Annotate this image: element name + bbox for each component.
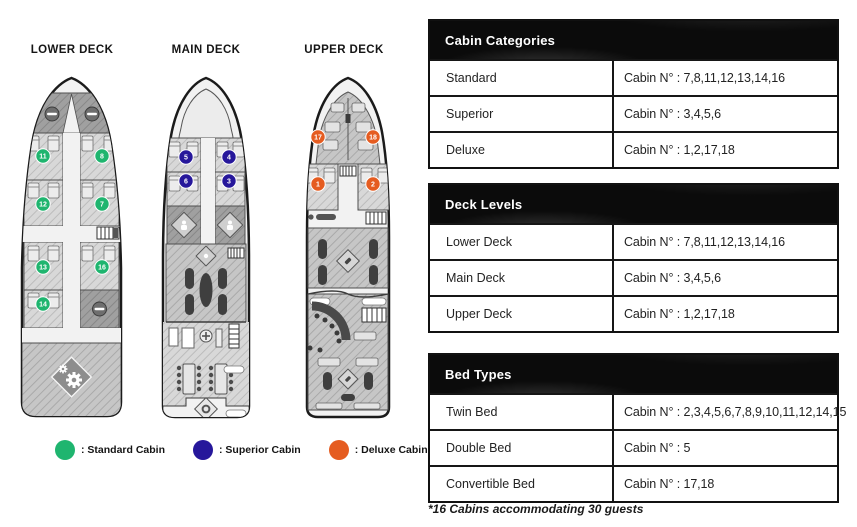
table-title: Cabin Categories [445,32,556,48]
legend-label: : Standard Cabin [81,444,166,456]
table-row [430,95,837,131]
stairs-icon [229,324,239,348]
table-row [430,429,837,465]
cabin-numbers-cell: Cabin N° : 7,8,11,12,13,14,16 [624,71,786,85]
deluxe-cabin-dot-icon [329,440,349,460]
cabin-number: 6 [184,178,188,186]
legend-item [55,440,165,460]
cabin-number: 16 [98,264,106,272]
legend-label: : Deluxe Cabin [354,444,428,456]
row-label-cell: Upper Deck [430,297,614,331]
lower-deck-title: LOWER DECK [30,44,114,56]
legend-label: : Superior Cabin [219,444,301,456]
cabin-badge [36,149,50,163]
legend-item [329,440,428,460]
cabin-number: 13 [39,264,47,272]
corridor [201,138,215,244]
cabin-number: 3 [227,178,231,186]
cabin-number: 14 [39,301,47,309]
cabin-badge [311,130,325,144]
cabin-badge [222,174,236,188]
row-label-cell: Double Bed [430,431,614,465]
cabin-badge [179,174,193,188]
table-icon [200,330,212,342]
table-title: Deck Levels [445,196,523,212]
table-header [430,185,837,223]
row-label-cell: Superior [430,97,614,131]
cabin-number: 12 [39,201,47,209]
cabin-numbers-cell: Cabin N° : 17,18 [624,477,715,491]
deck-label-pill [362,298,386,305]
cabin-numbers-cell: Cabin N° : 1,2,17,18 [624,143,735,157]
table-row [430,259,837,295]
cabin-numbers-cell: Cabin N° : 2,3,4,5,6,7,8,9,10,11,12,14,15 [624,405,847,419]
table-header [430,21,837,59]
cabin-badge [95,149,109,163]
cabin-badge [36,297,50,311]
cabin-badge [95,260,109,274]
cabin-number: 1 [316,181,320,189]
cabin-numbers-cell: Cabin N° : 3,4,5,6 [624,271,722,285]
no-entry-icon [93,302,107,316]
row-label-cell: Lower Deck [430,225,614,259]
legend-item [193,440,301,460]
table-body [430,393,847,501]
cabin-number: 4 [227,154,231,162]
row-label-cell: Deluxe [430,133,614,167]
upper-deck-plan [296,76,400,422]
no-entry-icon [45,107,59,121]
table-row [430,59,837,95]
table-header [430,355,837,393]
cabin-number: 18 [369,134,377,142]
standard-cabin-dot-icon [55,440,75,460]
cabin-number: 17 [314,134,322,142]
cabin-badge [366,130,380,144]
bed-types-table [428,353,847,503]
cabin-number: 2 [371,181,375,189]
table-row [430,465,837,501]
table-row [430,393,847,429]
table-body [430,223,837,331]
table-row [430,131,837,167]
legend [55,440,428,460]
stairs-icon [97,227,119,239]
cabin-numbers-cell: Cabin N° : 3,4,5,6 [624,107,722,121]
stairs-icon [228,248,244,258]
cabin-badge [366,177,380,191]
footnote: *16 Cabins accommodating 30 guests [428,502,644,516]
cabin-numbers-cell: Cabin N° : 7,8,11,12,13,14,16 [624,235,786,249]
row-label-cell: Convertible Bed [430,467,614,501]
row-label-cell: Twin Bed [430,395,614,429]
table-title: Bed Types [445,366,512,382]
cabin-badge [179,150,193,164]
cabin-badge [222,150,236,164]
cabin-badge [95,197,109,211]
cabin-number: 7 [100,201,104,209]
row-label-cell: Standard [430,61,614,95]
cabin-badge [311,177,325,191]
no-entry-icon [85,107,99,121]
main-deck-plan [156,76,256,422]
upper-deck-title: UPPER DECK [304,44,384,56]
main-deck-title: MAIN DECK [171,44,241,56]
cabin-numbers-cell: Cabin N° : 1,2,17,18 [624,307,735,321]
cabin-number: 11 [39,153,47,161]
table-body [430,59,837,167]
cabin-badge [36,260,50,274]
cabin-numbers-cell: Cabin N° : 5 [624,441,691,455]
stairs-icon [362,308,386,322]
row-label-cell: Main Deck [430,261,614,295]
lower-deck-plan [18,76,125,422]
table-row [430,223,837,259]
cabin-categories-table [428,19,839,169]
cabin-number: 5 [184,154,188,162]
deck-levels-table [428,183,839,333]
cabin-number: 8 [100,153,104,161]
superior-cabin-dot-icon [193,440,213,460]
table-row [430,295,837,331]
cabin-badge [36,197,50,211]
stairs-icon [340,166,356,176]
stairs-icon [366,212,386,224]
